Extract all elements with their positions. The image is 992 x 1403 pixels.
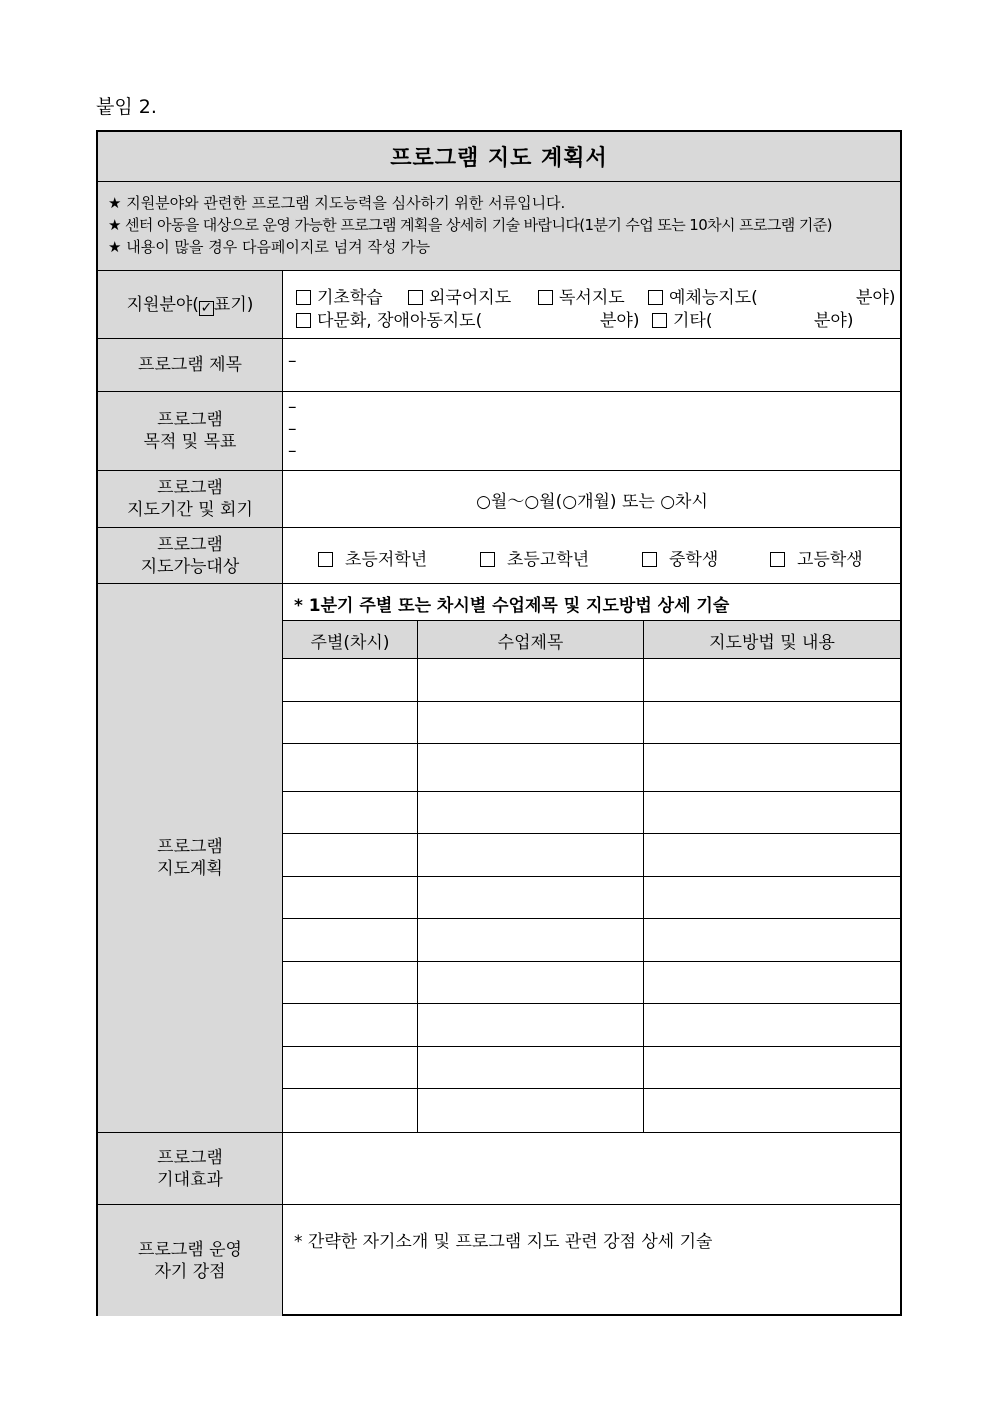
target-option[interactable]: 초등저학년 — [318, 545, 427, 570]
column-header-method: 지도방법 및 내용 — [709, 633, 835, 653]
table-row[interactable] — [284, 1004, 900, 1046]
checkbox-icon[interactable] — [642, 552, 657, 567]
table-row[interactable] — [284, 744, 900, 791]
field-area-options — [284, 271, 900, 338]
checkbox-icon[interactable] — [648, 290, 663, 305]
column-header-title: 수업제목 — [497, 633, 564, 653]
attachment-label: 붙임 2. — [96, 96, 157, 118]
notice-line: ★ 지원분야와 관련한 프로그램 지도능력을 심사하기 위한 서류입니다. — [108, 194, 566, 212]
option-multi-suffix: 분야) — [600, 311, 640, 331]
option-etc[interactable]: 기타( — [652, 306, 712, 331]
table-row[interactable] — [284, 919, 900, 961]
option-basic[interactable]: 기초학습 — [296, 283, 383, 308]
option-arts-suffix: 분야) — [856, 288, 896, 308]
notice-box — [98, 182, 900, 271]
target-option[interactable]: 중학생 — [642, 545, 718, 570]
program-target-label: 프로그램 지도가능대상 — [140, 534, 240, 577]
program-effect-input[interactable] — [284, 1133, 900, 1204]
table-row[interactable] — [284, 792, 900, 833]
table-row[interactable] — [284, 962, 900, 1003]
target-option[interactable]: 초등고학년 — [480, 545, 589, 570]
checkbox-icon[interactable] — [652, 313, 667, 328]
checkbox-icon[interactable] — [480, 552, 495, 567]
program-goal-label: 프로그램 목적 및 목표 — [143, 410, 237, 452]
option-arts[interactable]: 예체능지도( — [648, 283, 758, 308]
program-plan-instruction: * 1분기 주별 또는 차시별 수업제목 및 지도방법 상세 기술 — [294, 596, 730, 616]
option-etc-suffix: 분야) — [814, 311, 854, 331]
program-plan-label: 프로그램 지도계획 — [157, 837, 223, 879]
option-multi[interactable]: 다문화, 장애아동지도( — [296, 306, 482, 331]
program-plan-form — [96, 130, 902, 1316]
check-icon: ✓ — [200, 299, 213, 316]
field-area-label: 지원분야( ✓표기) — [126, 294, 254, 316]
notice-line: ★ 센터 아동을 대상으로 운영 가능한 프로그램 계획을 상세히 기술 바랍니다(1분기 수업 또는 10차시 프로그램 기준) — [108, 216, 832, 234]
program-effect-label: 프로그램 기대효과 — [157, 1147, 223, 1190]
checkbox-icon[interactable] — [296, 290, 311, 305]
notice-line: ★ 내용이 많을 경우 다음페이지로 넘겨 작성 가능 — [108, 238, 431, 256]
program-target-options — [284, 528, 900, 583]
program-title-label: 프로그램 제목 — [138, 355, 242, 375]
checkbox-icon[interactable] — [538, 290, 553, 305]
checkbox-icon[interactable] — [408, 290, 423, 305]
goal-line: – — [288, 397, 297, 417]
table-row[interactable] — [284, 1047, 900, 1088]
target-option[interactable]: 고등학생 — [770, 545, 863, 570]
program-goal-input[interactable] — [284, 392, 900, 470]
table-row[interactable] — [284, 702, 900, 743]
table-row[interactable] — [284, 834, 900, 876]
checkbox-icon[interactable] — [296, 313, 311, 328]
checkbox-icon[interactable] — [318, 552, 333, 567]
checkbox-icon[interactable] — [770, 552, 785, 567]
column-divider — [282, 271, 283, 1316]
table-row[interactable] — [284, 659, 900, 701]
program-period-input[interactable]: ○월～○월(○개월) 또는 ○차시 — [476, 491, 708, 512]
option-foreign[interactable]: 외국어지도 — [408, 283, 511, 308]
option-reading[interactable]: 독서지도 — [538, 283, 625, 308]
table-row[interactable] — [284, 1089, 900, 1132]
form-title: 프로그램 지도 계획서 — [98, 132, 900, 181]
goal-line: – — [288, 419, 297, 439]
self-strength-label: 프로그램 운영 자기 강점 — [138, 1239, 242, 1282]
column-header-week: 주별(차시) — [310, 633, 390, 653]
program-period-label: 프로그램 지도기간 및 회기 — [127, 478, 253, 520]
table-row[interactable] — [284, 877, 900, 918]
program-title-input[interactable]: – — [288, 351, 297, 371]
self-strength-input[interactable]: * 간략한 자기소개 및 프로그램 지도 관련 강점 상세 기술 — [294, 1232, 713, 1252]
goal-line: – — [288, 441, 297, 461]
